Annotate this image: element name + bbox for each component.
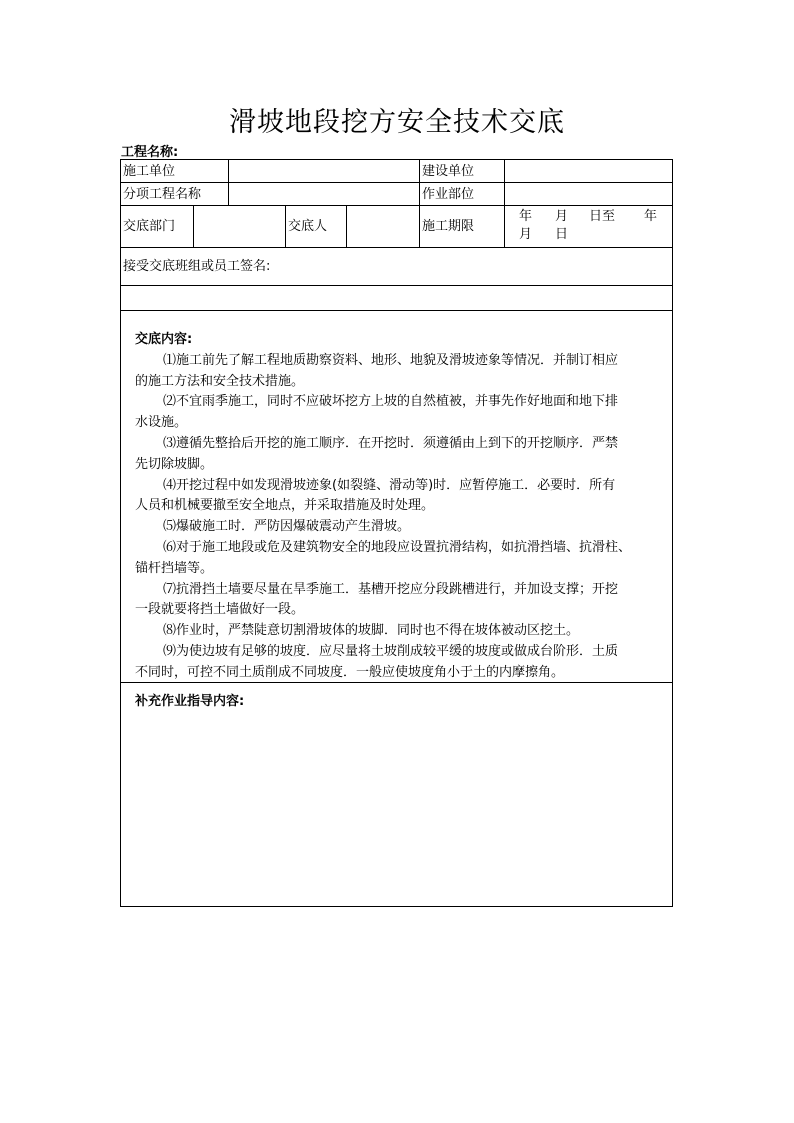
client-unit-label: 建设单位	[422, 164, 475, 179]
construction-unit-value[interactable]	[229, 160, 419, 182]
period-year-end: 年	[644, 209, 658, 224]
content-line: 锚杆挡墙等。	[135, 560, 214, 576]
disclosure-dept-value[interactable]	[194, 206, 285, 247]
content-line: ⑻作业时，严禁陡意切割滑坡体的坡脚．同时也不得在坡体被动区挖土。	[163, 623, 580, 639]
content-line: 不同时，可控不同土质削成不同坡度．一般应使坡度角小于土的内摩擦角。	[135, 664, 565, 680]
period-day-end: 日	[555, 227, 569, 242]
content-line: 水设施。	[135, 415, 188, 431]
col-divider	[285, 205, 286, 247]
disclosure-form	[120, 159, 673, 907]
client-unit-value[interactable]	[505, 160, 673, 182]
period-year-start: 年	[519, 209, 533, 224]
content-line: ⑶遵循先整拾后开挖的施工顺序．在开挖时．须遵循由上到下的开挖顺序．严禁	[163, 435, 619, 451]
work-location-label: 作业部位	[422, 187, 475, 202]
disclosure-dept-label: 交底部门	[123, 218, 176, 234]
content-line: ⑹对于施工地段或危及建筑物安全的地段应设置抗滑结构，如抗滑挡墙、抗滑柱、	[163, 539, 632, 555]
work-location-value[interactable]	[505, 183, 673, 205]
period-label: 施工期限	[422, 218, 475, 234]
content-line: ⑵不宜雨季施工，同时不应破坏挖方上坡的自然植被，并事先作好地面和地下排	[163, 394, 619, 410]
discloser-value[interactable]	[347, 206, 419, 247]
content-line: ⑸爆破施工时．严防因爆破震动产生滑坡。	[163, 519, 411, 535]
period-month-start: 月	[555, 209, 569, 224]
signature-field[interactable]	[121, 286, 673, 310]
construction-unit-label: 施工单位	[123, 164, 176, 179]
signature-label: 接受交底班组或员工签名:	[123, 258, 271, 274]
content-line: 一段就要将挡土墙做好一段。	[135, 602, 305, 618]
content-line: 人员和机械要撤至安全地点，并采取措施及时处理。	[135, 498, 435, 514]
content-line: ⑴施工前先了解工程地质勘察资料、地形、地貌及滑坡迹象等情况．并制订相应	[163, 352, 619, 368]
content-heading: 交底内容:	[135, 332, 193, 347]
project-name-label: 工程名称:	[121, 145, 179, 160]
discloser-label: 交底人	[288, 218, 328, 234]
content-line: ⑺抗滑挡土墙要尽量在旱季施工．基槽开挖应分段跳槽进行，并加设支撑；开挖	[163, 581, 619, 597]
document-title: 滑坡地段挖方安全技术交底	[229, 107, 565, 138]
content-line: ⑷开挖过程中如发现滑坡迹象(如裂缝、滑动等)时．应暂停施工．必要时．所有	[163, 477, 616, 493]
construction-period-value[interactable]	[519, 206, 671, 246]
supplement-heading: 补充作业指导内容:	[135, 694, 245, 709]
period-day-start: 日至	[589, 209, 616, 224]
sub-project-label: 分项工程名称	[123, 187, 202, 202]
period-month-end: 月	[519, 227, 533, 242]
col-divider	[419, 160, 420, 247]
content-line: ⑼为使边坡有足够的坡度．应尽量将土坡削成较平缓的坡度或做成台阶形．土质	[163, 643, 619, 659]
content-line: 先切除坡脚。	[135, 456, 214, 472]
content-line: 的施工方法和安全技术措施。	[135, 373, 305, 389]
sub-project-value[interactable]	[229, 183, 419, 205]
disclosure-content	[135, 330, 663, 684]
row-divider	[121, 310, 672, 311]
